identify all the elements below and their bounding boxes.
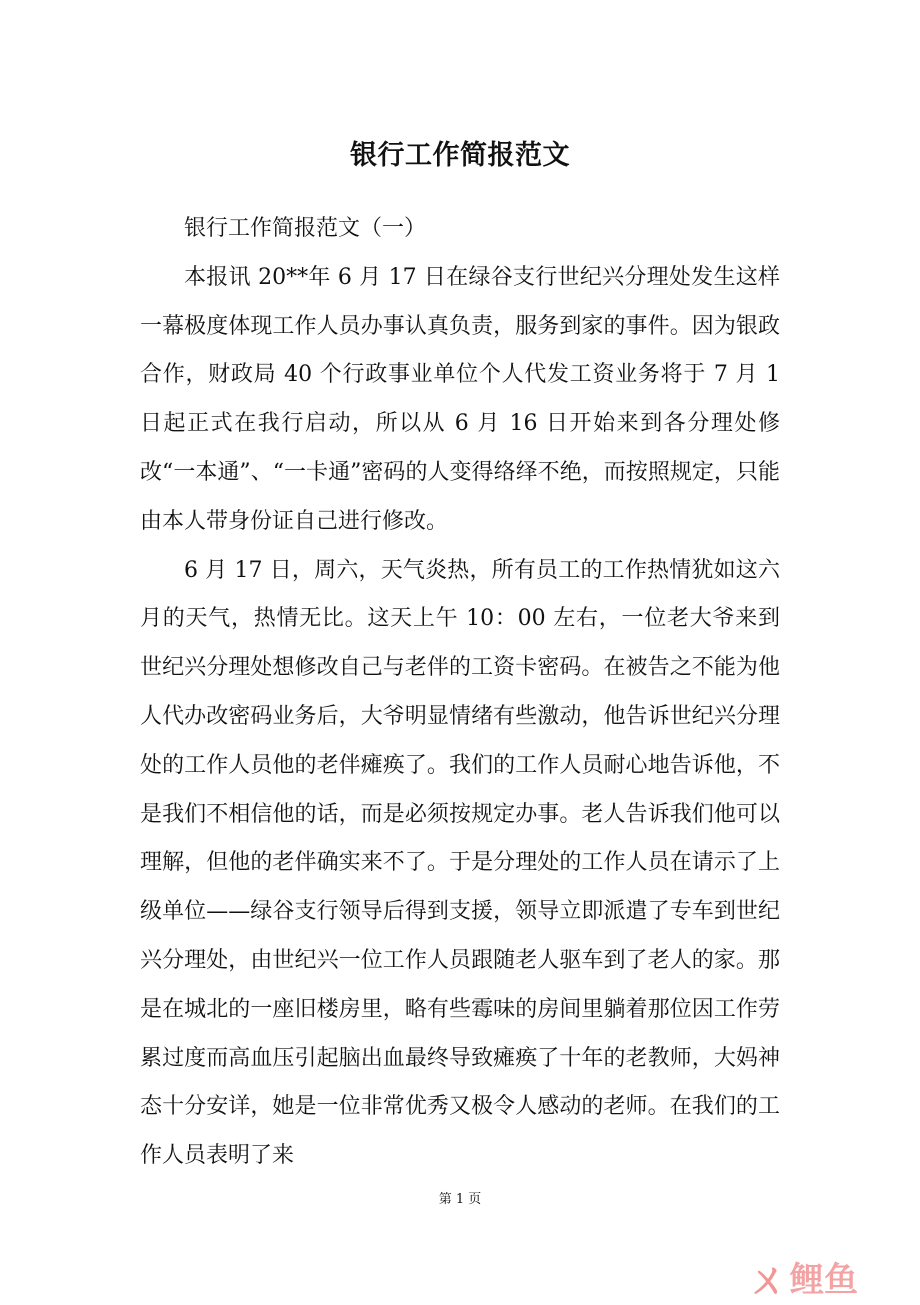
paragraph: 6 月 17 日，周六，天气炎热，所有员工的工作热情犹如这六月的天气，热情无比。这天上午 10：00 左右，一位老大爷来到世纪兴分理处想修改自己与老伴的工资卡密码。在被告之不能为他人代办改密码业务后，大爷明显情绪有些激动，他告诉世纪兴分理处的工作人员他的老伴瘫痪了。我们的工作人员耐心地告诉他，不是我们不相信他的话，而是必须按规定办事。老人告诉我们他可以理解，但他的老伴确实来不了。于是分理处的工作人员在请示了上级单位——绿谷支行领导后得到支援，领导立即派遣了专车到世纪兴分理处，由世纪兴一位工作人员跟随老人驱车到了老人的家。那是在城北的一座旧楼房里，略有些霉味的房间里躺着那位因工作劳累过度而高血压引起脑出血最终导致瘫痪了十年的老教师，大妈神态十分安详，她是一位非常优秀又极令人感动的老师。在我们的工作人员表明了来 [140,557,780,1169]
section-heading: 银行工作简报范文（一） [184,216,427,241]
document-body [140,205,780,1181]
paragraph: 本报讯 20**年 6 月 17 日在绿谷支行世纪兴分理处发生这样一幕极度体现工作人员办事认真负责，服务到家的事件。因为银政合作，财政局 40 个行政事业单位个人代发工资业务将于 7 月 1 日起正式在我行启动，所以从 6 月 16 日开始来到各分理处修改“一本通”、“一卡通”密码的人变得络绎不绝，而按照规定，只能由本人带身份证自己进行修改。 [140,264,780,534]
page-title: 银行工作简报范文 [350,140,570,171]
page-number: 第 1 页 [438,1192,482,1207]
flame-icon: ㄨ [748,1256,788,1303]
watermark-text: 鲤鱼 [790,1259,858,1300]
watermark-logo [748,1254,858,1303]
